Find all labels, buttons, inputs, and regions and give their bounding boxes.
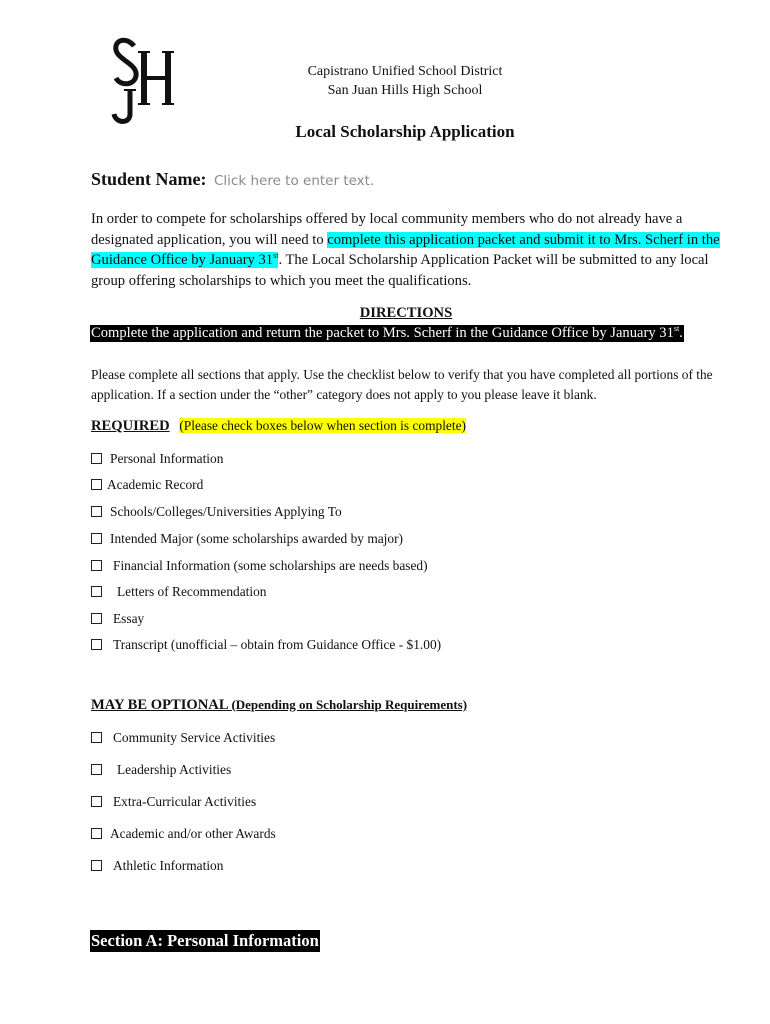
directions-text-end: .: [679, 325, 683, 341]
checkbox[interactable]: [91, 764, 102, 775]
checkbox[interactable]: [91, 479, 102, 490]
checkbox-label: Academic and/or other Awards: [110, 826, 276, 841]
optional-label: MAY BE OPTIONAL: [91, 697, 228, 713]
checkbox[interactable]: [91, 732, 102, 743]
section-a-heading: Section A: Personal Information: [91, 931, 319, 950]
checkbox-label: Letters of Recommendation: [117, 584, 267, 599]
optional-heading: [91, 697, 467, 714]
directions-text-sup: st: [673, 324, 680, 334]
required-item-letters[interactable]: [91, 584, 266, 600]
required-item-essay[interactable]: [91, 611, 144, 627]
intro-paragraph: [91, 209, 731, 291]
checkbox-label: Community Service Activities: [113, 730, 276, 745]
optional-item-community-service[interactable]: [91, 730, 275, 746]
optional-sub: (Depending on Scholarship Requirements): [231, 697, 468, 712]
optional-item-athletic[interactable]: [91, 858, 223, 874]
page-title: Local Scholarship Application: [295, 122, 515, 141]
checkbox[interactable]: [91, 560, 102, 571]
checkbox[interactable]: [91, 796, 102, 807]
checkbox-label: Schools/Colleges/Universities Applying To: [110, 504, 342, 519]
required-item-academic-record[interactable]: [91, 477, 203, 493]
checkbox[interactable]: [91, 613, 102, 624]
checkbox[interactable]: [91, 639, 102, 650]
checkbox-label: Academic Record: [107, 477, 204, 492]
checkbox-label: Athletic Information: [113, 858, 224, 873]
directions-text: [90, 325, 684, 342]
checkbox-label: Extra-Curricular Activities: [113, 794, 257, 809]
district-name: Capistrano Unified School District: [307, 64, 503, 79]
required-item-intended-major[interactable]: [91, 531, 403, 547]
student-name-field[interactable]: Click here to enter text.: [214, 173, 375, 189]
required-item-financial-info[interactable]: [91, 558, 428, 574]
directions-text-body: Complete the application and return the packet to Mrs. Scherf in the Guidance Office by January 31: [91, 325, 674, 341]
checkbox-label: Leadership Activities: [117, 762, 232, 777]
intro-text: In order to compete for scholarships offered by local community members who do not already have a designated application, you will need to: [91, 211, 683, 248]
checkbox-label: Intended Major (some scholarships awarded by major): [110, 531, 404, 546]
student-name-row: [91, 169, 374, 190]
required-heading: [91, 418, 466, 435]
checkbox[interactable]: [91, 453, 102, 464]
intro-text-end: . The Local Scholarship Application Packet will be submitted to any local group offering scholarships to which you meet the qualifications.: [91, 252, 709, 289]
required-item-personal-info[interactable]: [91, 451, 223, 467]
required-item-transcript[interactable]: [91, 637, 441, 653]
required-item-schools[interactable]: [91, 504, 342, 520]
required-note: (Please check boxes below when section is complete): [179, 418, 467, 433]
optional-item-leadership[interactable]: [91, 762, 231, 778]
optional-item-extra-curricular[interactable]: [91, 794, 256, 810]
checkbox-label: Essay: [113, 611, 145, 626]
school-name: San Juan Hills High School: [327, 83, 483, 98]
intro-highlight-text: complete this application packet and submit it to Mrs. Scherf in the Guidance Office by January 31: [91, 231, 720, 268]
checkbox-label: Financial Information (some scholarships are needs based): [113, 558, 428, 573]
checkbox[interactable]: [91, 828, 102, 839]
checkbox-label: Personal Information: [110, 451, 224, 466]
instructions-paragraph: Please complete all sections that apply. Use the checklist below to verify that you have completed all portions of the application. If a section under the “other” category does not apply to you please leave it blank.: [91, 367, 713, 402]
optional-item-awards[interactable]: [91, 826, 276, 842]
checkbox[interactable]: [91, 506, 102, 517]
checkbox[interactable]: [91, 533, 102, 544]
directions-heading: DIRECTIONS: [359, 305, 453, 321]
student-name-label: Student Name:: [91, 169, 207, 189]
checkbox-label: Transcript (unofficial – obtain from Guidance Office - $1.00): [113, 637, 442, 652]
checkbox[interactable]: [91, 860, 102, 871]
required-label: REQUIRED: [91, 418, 170, 434]
checkbox[interactable]: [91, 586, 102, 597]
intro-highlight-sup: st: [273, 251, 279, 261]
school-logo: [108, 34, 178, 128]
